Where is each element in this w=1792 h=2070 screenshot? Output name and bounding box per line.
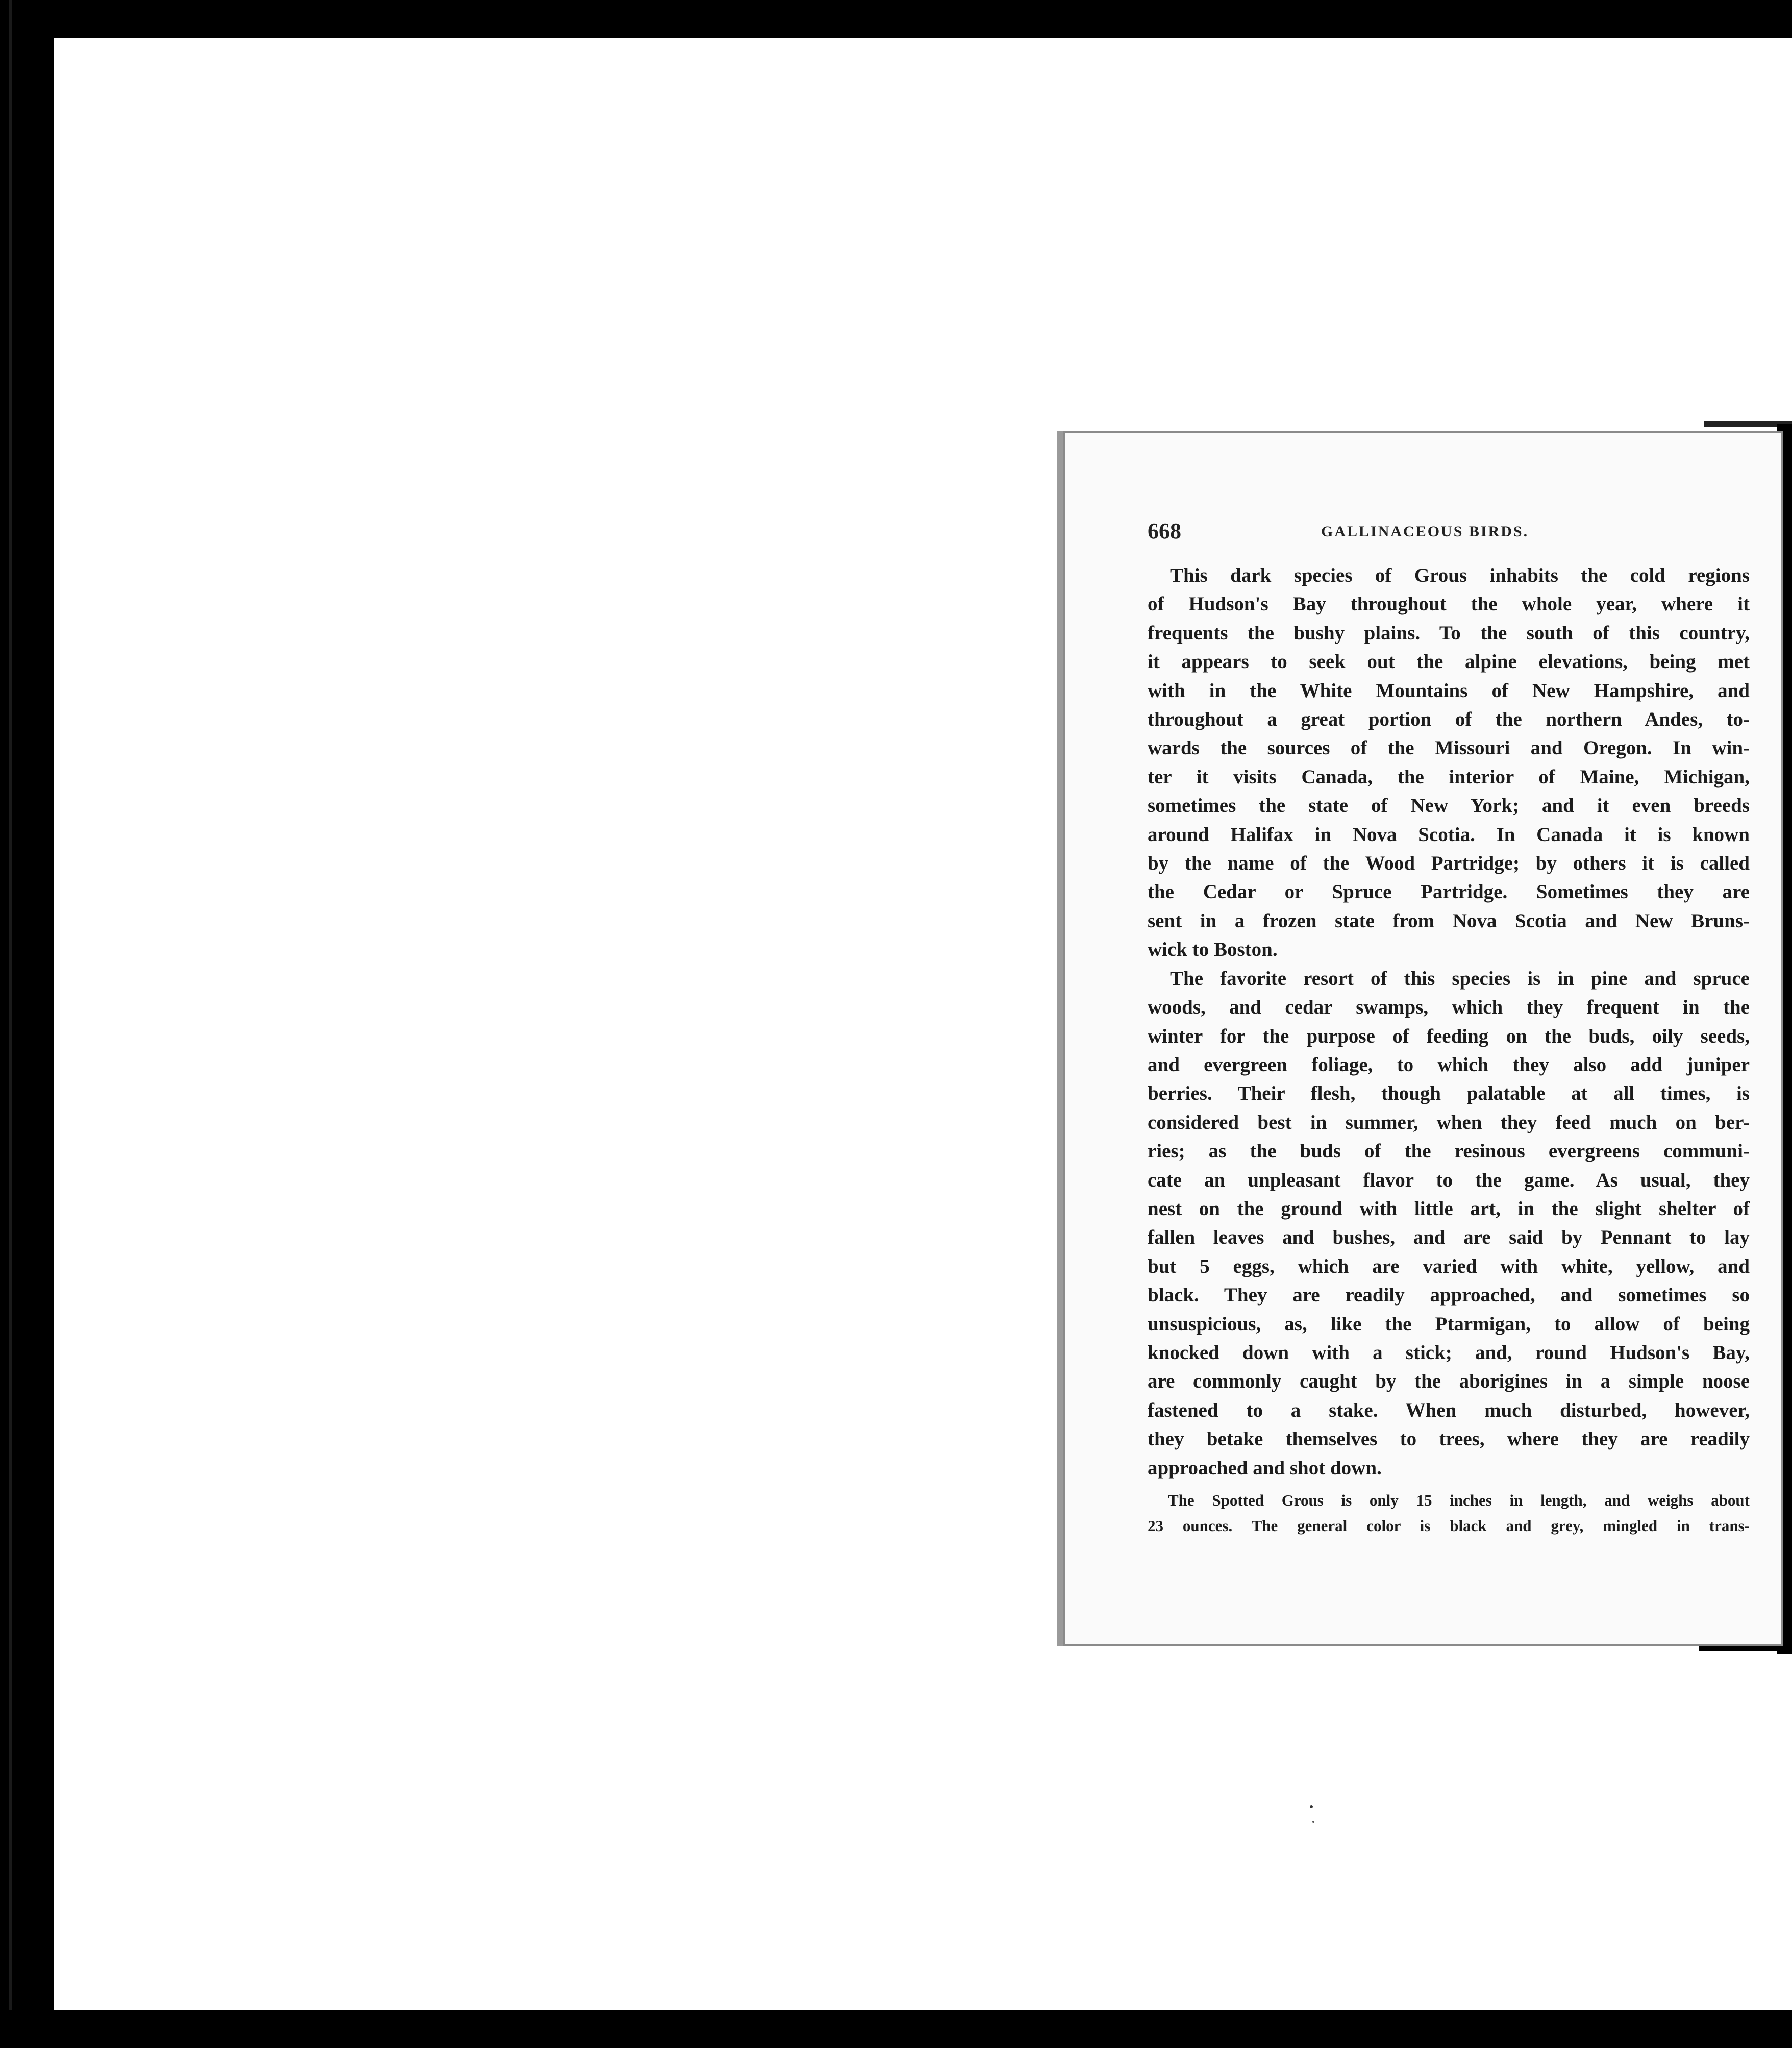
paragraph-2	[1148, 965, 1750, 1483]
text-line: are commonly caught by the aborigines in a simple noose	[1148, 1370, 1750, 1393]
text-line: with in the White Mountains of New Hampshire, and	[1148, 679, 1750, 702]
text-line: berries. Their flesh, though palatable at all times, is	[1148, 1082, 1750, 1105]
text-line: 23 ounces. The general color is black and grey, mingled in trans-	[1148, 1517, 1750, 1535]
running-head	[1148, 518, 1750, 549]
text-line: sometimes the state of New York; and it even breeds	[1148, 795, 1750, 817]
text-line: This dark species of Grous inhabits the cold regions	[1170, 564, 1750, 586]
text-line: considered best in summer, when they feed much on ber-	[1148, 1111, 1750, 1133]
running-title: GALLINACEOUS BIRDS.	[1321, 523, 1529, 540]
text-line: the Cedar or Spruce Partridge. Sometimes they are	[1148, 881, 1750, 903]
text-line: winter for the purpose of feeding on the buds, oily seeds,	[1148, 1025, 1750, 1047]
text-line: ries; as the buds of the resinous evergreens communi-	[1148, 1140, 1750, 1163]
text-line: The favorite resort of this species is in pine and spruce	[1170, 967, 1750, 990]
text-line: around Halifax in Nova Scotia. In Canada it is known	[1148, 823, 1750, 846]
film-frame-left	[0, 0, 54, 2070]
text-line: throughout a great portion of the northern Andes, to-	[1148, 708, 1750, 731]
text-line: fastened to a stake. When much disturbed, however,	[1148, 1399, 1750, 1421]
text-line: fallen leaves and bushes, and are said by Pennant to lay	[1148, 1226, 1750, 1249]
body-text	[1148, 561, 1750, 1483]
text-line: but 5 eggs, which are varied with white, yellow, and	[1148, 1255, 1750, 1277]
film-frame-bottom	[0, 2010, 1792, 2048]
scan-specks	[1306, 1802, 1327, 1832]
text-line: woods, and cedar swamps, which they frequent in the	[1148, 996, 1750, 1019]
text-line: knocked down with a stick; and, round Hudson's Bay,	[1148, 1341, 1750, 1364]
film-frame-bottom-edge	[0, 2048, 1792, 2070]
text-line: of Hudson's Bay throughout the whole year, where it	[1148, 593, 1750, 615]
text-line: ter it visits Canada, the interior of Maine, Michigan,	[1148, 766, 1750, 788]
text-line: and evergreen foliage, to which they also add juniper	[1148, 1053, 1750, 1076]
text-line: it appears to seek out the alpine elevations, being met	[1148, 651, 1750, 673]
text-line: nest on the ground with little art, in the slight shelter of	[1148, 1197, 1750, 1220]
film-frame-top	[0, 0, 1792, 38]
species-description	[1148, 1488, 1750, 1539]
film-frame-left-line	[9, 0, 12, 2070]
text-line: unsuspicious, as, like the Ptarmigan, to allow of being	[1148, 1313, 1750, 1335]
text-line: sent in a frozen state from Nova Scotia and New Bruns-	[1148, 909, 1750, 932]
text-line: wick to Boston.	[1148, 939, 1278, 961]
text-line: approached and shot down.	[1148, 1457, 1382, 1479]
text-line: by the name of the Wood Partridge; by others it is called	[1148, 852, 1750, 875]
page-number: 668	[1148, 519, 1181, 544]
text-line: wards the sources of the Missouri and Oregon. In win-	[1148, 737, 1750, 759]
text-line: The Spotted Grous is only 15 inches in length, and weighs about	[1168, 1491, 1750, 1509]
text-line: black. They are readily approached, and sometimes so	[1148, 1284, 1750, 1307]
text-line: cate an unpleasant flavor to the game. As usual, they	[1148, 1169, 1750, 1191]
paragraph-1	[1148, 561, 1750, 965]
book-page	[1057, 431, 1783, 1646]
text-line: they betake themselves to trees, where they are readily	[1148, 1428, 1750, 1450]
text-line: frequents the bushy plains. To the south of this country,	[1148, 622, 1750, 644]
